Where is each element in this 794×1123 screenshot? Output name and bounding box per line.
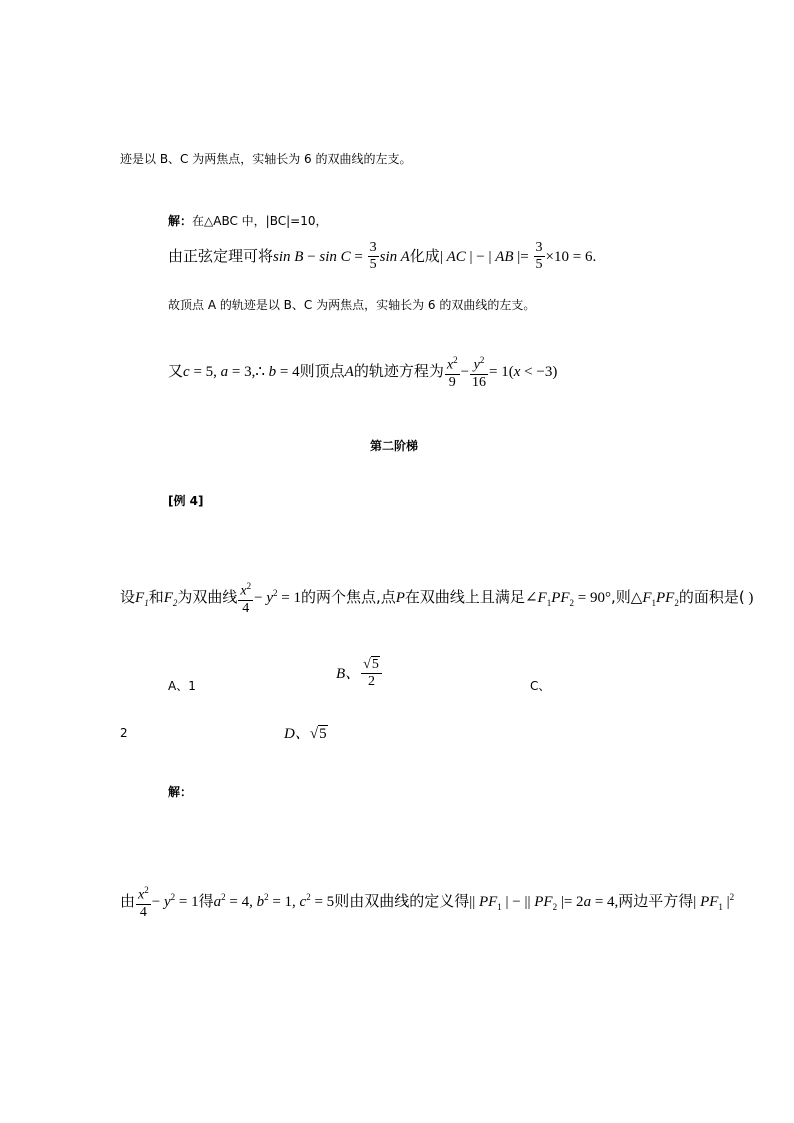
fraction-x2-4-b: $\frac{x^2}{4}$ (136, 882, 151, 921)
solution-1-label: 解： (168, 214, 193, 228)
sine-law-text: 化成 (409, 247, 440, 265)
sine-law-line: 由正弦定理可将sin B − sin C = $\frac{3}{5}$ sin A化成| AC | − | AB |= $\frac{3}{5}$ ×10 = 6. (168, 240, 597, 272)
final-line: 由 $\frac{x^2}{4}$ − $y^2 = 1$得$a^2 = 4$, $b^2 = 1$, $c^2 = 5$则由双曲线的定义得|| $PF_1$ | − || $PF_2$ |= 2a = 4,两边平方得| $PF_1$ $|^2$ (120, 882, 734, 921)
sine-law-prefix: 由正弦定理可将 (168, 247, 274, 265)
option-c: C、 (530, 679, 551, 693)
option-d: D、√5 (284, 726, 327, 742)
solution-1-text: 在△ABC 中，|BC|=10， (192, 214, 328, 228)
final-prefix: 由 (120, 891, 136, 910)
solution-2-label: 解： (168, 785, 193, 799)
question-line: 设$F_1$和$F_2$为双曲线 $\frac{x^2}{4}$ − $y^2 = 1$的两个焦点,点P在双曲线上且满足$\angle F_1PF_2 = 90^\circ$,则$\triangle F_1PF_2$的面积是( ) (120, 578, 753, 617)
fraction-sqrt5-2: $\frac{√5}{2}$ (361, 657, 382, 690)
final-mid3: 两边平方得 (618, 891, 694, 910)
text-line-1: 迹是以 B、C 为两焦点，实轴长为 6 的双曲线的左支。 (120, 152, 412, 166)
solution-1-line (168, 212, 327, 229)
question-text-3: 为双曲线 (177, 587, 238, 606)
sine-law-result: = 6. (572, 249, 597, 265)
equation-mid2: 的轨迹方程为 (353, 361, 444, 380)
final-mid2: 则由双曲线的定义得 (334, 891, 470, 910)
fraction-y2-16: $\frac{y^2}{16}$ (470, 352, 488, 391)
trajectory-equation-line: 又c = 5, a = 3,∴ b = 4则顶点A的轨迹方程为 $\frac{x^2}{9}$ − $\frac{y^2}{16}$ = 1(x < −3) (168, 352, 557, 391)
question-text-4: 的两个焦点,点 (300, 587, 396, 606)
fraction-x2-9: $\frac{x^2}{9}$ (445, 352, 460, 391)
option-b-label: B、 (336, 666, 361, 682)
section-title: 第二阶梯 (370, 439, 419, 453)
question-text-1: 设 (120, 587, 136, 606)
equation-prefix: 又 (168, 361, 184, 380)
final-mid1: 得 (198, 891, 214, 910)
example-label: [例 4] (168, 494, 204, 508)
question-text-7: 的面积是( (678, 587, 745, 606)
equation-mid: 则顶点 (299, 361, 345, 380)
question-text-2: 和 (148, 587, 164, 606)
fraction-3-5-b: $\frac{3}{5}$ (535, 240, 543, 272)
question-text-6: ,则 (610, 587, 631, 606)
fraction-3-5-a: $\frac{3}{5}$ (369, 240, 377, 272)
question-text-5: 在双曲线上且满足 (404, 587, 525, 606)
option-b (336, 657, 383, 690)
fraction-x2-4: $\frac{x^2}{4}$ (238, 578, 253, 617)
text-line-3: 故顶点 A 的轨迹是以 B、C 为两焦点，实轴长为 6 的双曲线的左支。 (168, 298, 536, 312)
option-a: A、1 (168, 679, 196, 693)
option-c-value: 2 (120, 726, 128, 740)
option-d-label: D、 (284, 726, 310, 742)
